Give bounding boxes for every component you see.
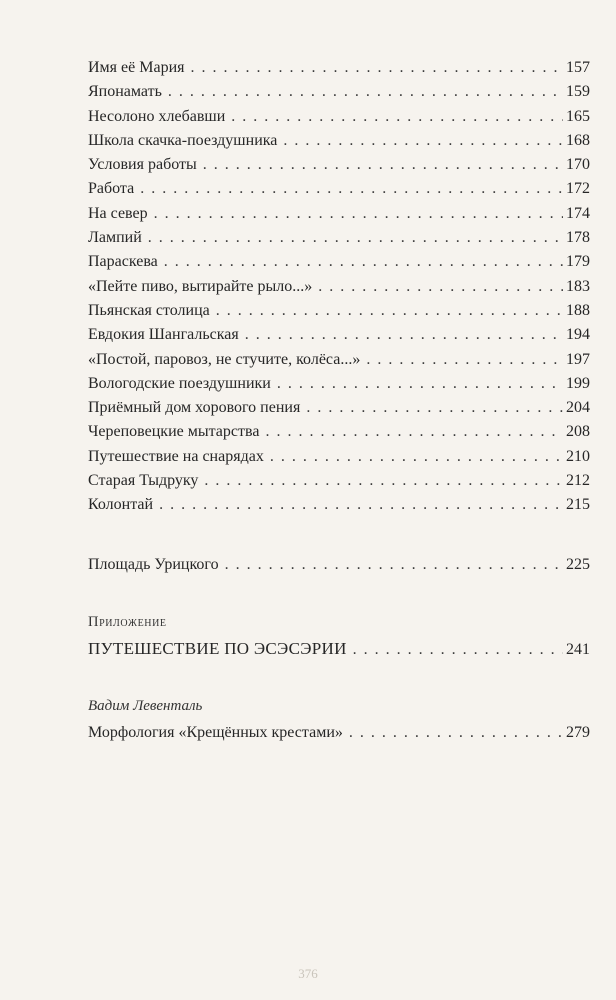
- toc-entry-title: Лампий: [88, 229, 142, 247]
- toc-entry[interactable]: [88, 323, 590, 347]
- toc-leader-dots: [216, 299, 563, 323]
- toc-entry-page: 179: [566, 253, 590, 271]
- toc-leader-dots: [353, 638, 563, 662]
- toc-entry-title: Путешествие на снарядах: [88, 447, 264, 465]
- toc-entry-page: 174: [566, 204, 590, 222]
- toc-entry-title: Параскева: [88, 253, 158, 271]
- toc-entry-page: 212: [566, 472, 590, 490]
- spacer: [88, 577, 590, 611]
- toc-entry[interactable]: [88, 202, 590, 226]
- toc-entry-page: 199: [566, 374, 590, 392]
- table-of-contents: [88, 56, 590, 746]
- toc-entry-page: 178: [566, 229, 590, 247]
- toc-entry[interactable]: [88, 105, 590, 129]
- toc-entry[interactable]: [88, 153, 590, 177]
- toc-entry-title: Морфология «Крещённых крестами»: [88, 724, 343, 742]
- afterword-author: Вадим Левенталь: [88, 698, 203, 715]
- toc-entry-page: 170: [566, 156, 590, 174]
- toc-entry-page: 157: [566, 59, 590, 76]
- toc-entry-page: 208: [566, 423, 590, 441]
- toc-entry-page: 241: [566, 640, 590, 658]
- toc-entry-title: Несолоно хлебавши: [88, 107, 226, 125]
- toc-leader-dots: [231, 105, 563, 129]
- toc-leader-dots: [148, 226, 563, 250]
- toc-entry-title: Старая Тыдруку: [88, 472, 199, 490]
- toc-entry-urickogo[interactable]: [88, 553, 590, 577]
- toc-entry-page: 188: [566, 301, 590, 319]
- toc-entry-title: Японамать: [88, 83, 162, 101]
- toc-entry[interactable]: [88, 80, 590, 104]
- toc-entry-page: 183: [566, 277, 590, 295]
- toc-leader-dots: [283, 129, 563, 153]
- toc-entry-page: 159: [566, 83, 590, 101]
- toc-leader-dots: [154, 202, 563, 226]
- toc-leader-dots: [318, 275, 563, 299]
- toc-leader-dots: [349, 721, 563, 745]
- toc-entry-title: Площадь Урицкого: [88, 555, 219, 573]
- toc-entry-title: Условия работы: [88, 156, 197, 174]
- toc-entry[interactable]: [88, 493, 590, 517]
- toc-entry-page: 168: [566, 131, 590, 149]
- toc-entry-title: «Пейте пиво, вытирайте рыло...»: [88, 277, 313, 295]
- toc-entry-title: Евдокия Шангальская: [88, 326, 239, 344]
- toc-leader-dots: [366, 348, 563, 372]
- toc-leader-dots: [277, 372, 563, 396]
- toc-entry-page: 215: [566, 496, 590, 514]
- toc-leader-dots: [159, 493, 563, 517]
- toc-leader-dots: [265, 420, 563, 444]
- toc-leader-dots: [245, 323, 563, 347]
- toc-entry-afterword[interactable]: [88, 721, 590, 745]
- toc-entry-page: 172: [566, 180, 590, 198]
- toc-entry[interactable]: [88, 177, 590, 201]
- toc-leader-dots: [168, 80, 563, 104]
- toc-entry-title: Колонтай: [88, 496, 154, 514]
- toc-entry-title: ПУТЕШЕСТВИЕ ПО ЭСЭСЭРИИ: [88, 638, 347, 658]
- toc-entry-page: 165: [566, 107, 590, 125]
- toc-entry[interactable]: [88, 372, 590, 396]
- toc-entry[interactable]: [88, 396, 590, 420]
- toc-entry[interactable]: [88, 129, 590, 153]
- toc-entry[interactable]: [88, 226, 590, 250]
- toc-entry-title: Пьянская столица: [88, 301, 210, 319]
- toc-entry-title: На север: [88, 204, 148, 222]
- toc-entry-title: Имя её Мария: [88, 59, 185, 76]
- spacer: [88, 661, 590, 695]
- toc-leader-dots: [306, 396, 563, 420]
- toc-entry-page: 194: [566, 326, 590, 344]
- toc-entry-title: Вологодские поездушники: [88, 374, 271, 392]
- toc-entry-appendix[interactable]: [88, 637, 590, 661]
- toc-entry[interactable]: [88, 420, 590, 444]
- toc-entry-title: Приёмный дом хорового пения: [88, 399, 301, 417]
- toc-leader-dots: [191, 56, 564, 80]
- toc-leader-dots: [140, 177, 563, 201]
- toc-entry[interactable]: [88, 275, 590, 299]
- toc-entry[interactable]: [88, 445, 590, 469]
- toc-entry-page: 225: [566, 555, 590, 573]
- toc-leader-dots: [164, 250, 563, 274]
- toc-entry[interactable]: [88, 299, 590, 323]
- toc-leader-dots: [225, 553, 563, 577]
- toc-entry-page: 279: [566, 724, 590, 742]
- toc-entry[interactable]: [88, 348, 590, 372]
- toc-entry-title: «Постой, паровоз, не стучите, колёса...»: [88, 350, 361, 368]
- toc-entry-title: Череповецкие мытарства: [88, 423, 260, 441]
- page-number: 376: [298, 966, 318, 981]
- toc-leader-dots: [270, 445, 563, 469]
- toc-leader-dots: [204, 469, 563, 493]
- spacer: [88, 518, 590, 553]
- toc-entry[interactable]: [88, 250, 590, 274]
- toc-entry[interactable]: [88, 469, 590, 493]
- toc-entry[interactable]: [88, 56, 590, 80]
- toc-entry-page: 204: [566, 399, 590, 417]
- toc-main-list: [88, 56, 590, 518]
- toc-entry-title: Работа: [88, 180, 135, 198]
- toc-entry-page: 197: [566, 350, 590, 368]
- toc-entry-page: 210: [566, 447, 590, 465]
- appendix-label: Приложение: [88, 613, 167, 630]
- toc-entry-title: Школа скачка-поездушника: [88, 131, 278, 149]
- toc-leader-dots: [203, 153, 563, 177]
